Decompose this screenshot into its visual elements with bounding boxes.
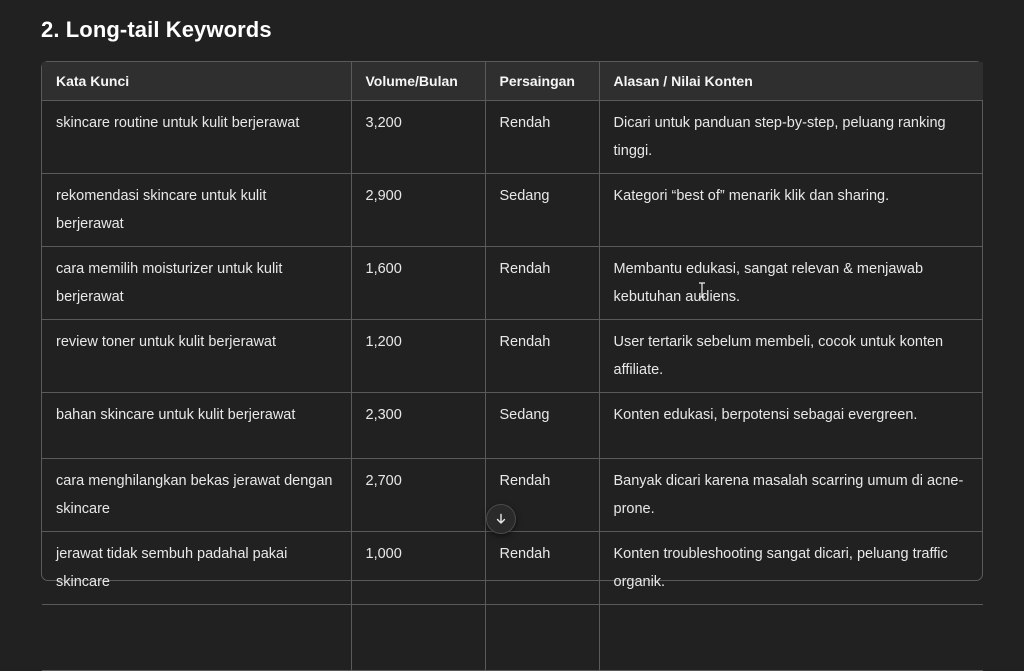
cell-volume: 1,200 xyxy=(351,319,485,392)
cell-keyword: skincare routine untuk kulit berjerawat xyxy=(42,100,351,173)
cell-competition: Rendah xyxy=(485,100,599,173)
cell-reason: Dicari untuk panduan step-by-step, peluang ranking tinggi. xyxy=(599,100,983,173)
cell-keyword: cara memilih moisturizer untuk kulit berjerawat xyxy=(42,246,351,319)
table-row xyxy=(42,173,983,246)
cell-competition: Sedang xyxy=(485,173,599,246)
header-volume-bulan: Volume/Bulan xyxy=(351,62,485,100)
cell-reason: User tertarik sebelum membeli, cocok untuk konten affiliate. xyxy=(599,319,983,392)
cell-competition-empty xyxy=(485,604,599,670)
cell-reason: Kategori “best of” menarik klik dan sharing. xyxy=(599,173,983,246)
text-cursor-icon xyxy=(698,282,706,298)
cell-reason: Membantu edukasi, sangat relevan & menjawab kebutuhan audiens. xyxy=(599,246,983,319)
table-row xyxy=(42,531,983,604)
section-heading: 2. Long-tail Keywords xyxy=(41,17,272,42)
cell-volume: 1,000 xyxy=(351,531,485,604)
table-row xyxy=(42,604,983,670)
cell-volume: 2,300 xyxy=(351,392,485,458)
cell-keyword: jerawat tidak sembuh padahal pakai skincare xyxy=(42,531,351,604)
cell-competition: Rendah xyxy=(485,458,599,531)
cell-reason: Banyak dicari karena masalah scarring umum di acne-prone. xyxy=(599,458,983,531)
cell-volume: 3,200 xyxy=(351,100,485,173)
cell-competition: Sedang xyxy=(485,392,599,458)
arrow-down-icon xyxy=(495,513,507,525)
cell-keyword: review toner untuk kulit berjerawat xyxy=(42,319,351,392)
keywords-table xyxy=(42,62,983,671)
cell-reason: Konten troubleshooting sangat dicari, peluang traffic organik. xyxy=(599,531,983,604)
table-row xyxy=(42,100,983,173)
cell-volume-empty xyxy=(351,604,485,670)
cell-keyword-empty xyxy=(42,604,351,670)
header-persaingan: Persaingan xyxy=(485,62,599,100)
cell-volume: 2,700 xyxy=(351,458,485,531)
cell-volume: 1,600 xyxy=(351,246,485,319)
table-header-row xyxy=(42,62,983,100)
cell-keyword: bahan skincare untuk kulit berjerawat xyxy=(42,392,351,458)
header-alasan-nilai-konten: Alasan / Nilai Konten xyxy=(599,62,983,100)
cell-competition: Rendah xyxy=(485,531,599,604)
table-row xyxy=(42,392,983,458)
cell-volume: 2,900 xyxy=(351,173,485,246)
cell-reason-empty xyxy=(599,604,983,670)
cell-competition: Rendah xyxy=(485,319,599,392)
table-row xyxy=(42,246,983,319)
cell-reason: Konten edukasi, berpotensi sebagai evergreen. xyxy=(599,392,983,458)
cell-keyword: cara menghilangkan bekas jerawat dengan skincare xyxy=(42,458,351,531)
keywords-table-container[interactable] xyxy=(41,61,983,590)
cell-keyword: rekomendasi skincare untuk kulit berjerawat xyxy=(42,173,351,246)
header-kata-kunci: Kata Kunci xyxy=(42,62,351,100)
cell-competition: Rendah xyxy=(485,246,599,319)
table-row xyxy=(42,319,983,392)
scroll-to-bottom-button[interactable] xyxy=(486,504,516,534)
